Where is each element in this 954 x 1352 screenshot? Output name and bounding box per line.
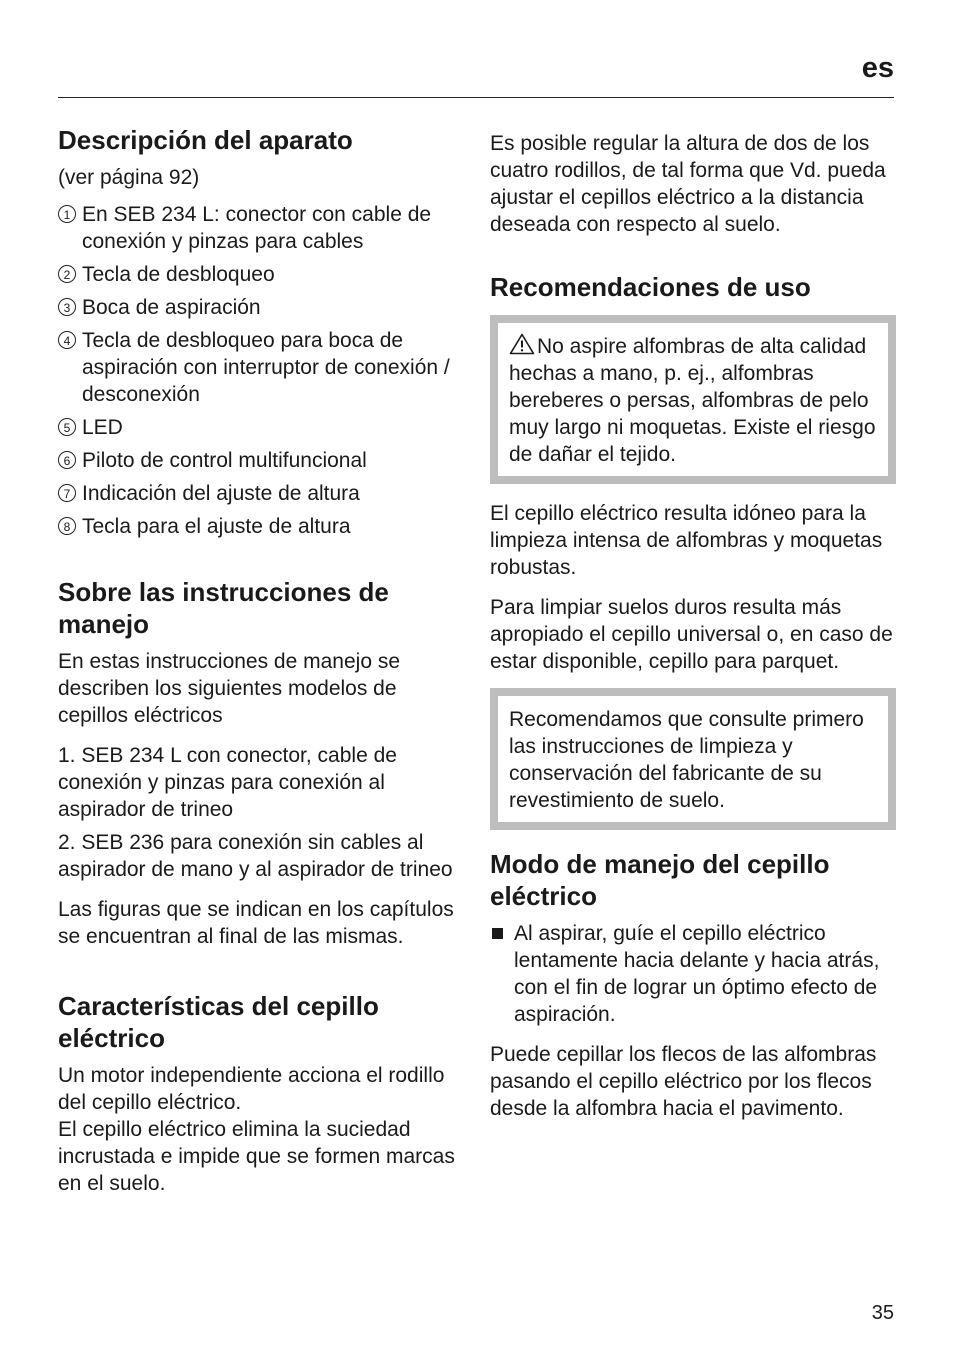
- list-item-text: Tecla de desbloqueo: [82, 263, 275, 286]
- list-item-text: En SEB 234 L: conector con cable de conexión y pinzas para cables: [82, 203, 432, 253]
- section-recommendations: [490, 271, 896, 830]
- circled-number-icon: 4: [58, 331, 76, 349]
- section-title: Características del cepillo eléctrico: [58, 991, 379, 1053]
- note-text: Recomendamos que consulte primero las instrucciones de limpieza y conservación del fabricante de su revestimiento de suelo.: [509, 708, 864, 812]
- section-features: [58, 990, 466, 1197]
- list-item: [58, 294, 466, 321]
- paragraph-line: El cepillo eléctrico elimina la suciedad incrustada e impide que se formen marcas en el suelo.: [58, 1118, 455, 1195]
- circled-number-icon: 2: [58, 265, 76, 283]
- bullet-item: [490, 920, 896, 1028]
- paragraph: Para limpiar suelos duros resulta más apropiado el cepillo universal o, en caso de estar disponible, cepillo para parquet.: [490, 596, 893, 673]
- circled-number-icon: 7: [58, 484, 76, 502]
- page-reference: (ver página 92): [58, 166, 200, 189]
- paragraph: Puede cepillar los flecos de las alfombras pasando el cepillo eléctrico por los flecos desde la alfombra hacia el pavimento.: [490, 1043, 877, 1120]
- paragraph: 2. SEB 236 para conexión sin cables al aspirador de mano y al aspirador de trineo: [58, 831, 453, 881]
- list-item-text: Tecla para el ajuste de altura: [82, 515, 351, 538]
- section-operation: [490, 848, 896, 1122]
- page-number: 35: [871, 1302, 894, 1324]
- paragraph-line: Un motor independiente acciona el rodillo del cepillo eléctrico.: [58, 1064, 445, 1114]
- section-title: Modo de manejo del cepillo eléctrico: [490, 849, 830, 911]
- list-item: [58, 480, 466, 507]
- right-column: [490, 130, 896, 1135]
- circled-number-icon: 1: [58, 205, 76, 223]
- paragraph: Las figuras que se indican en los capítulos se encuentran al final de las mismas.: [58, 898, 454, 948]
- warning-triangle-icon: [509, 333, 535, 355]
- paragraph: El cepillo eléctrico resulta idóneo para la limpieza intensa de alfombras y moquetas robustas.: [490, 502, 883, 579]
- warning-box: [490, 315, 896, 484]
- list-item: [58, 327, 466, 408]
- circled-number-icon: 6: [58, 451, 76, 469]
- circled-number-icon: 8: [58, 517, 76, 535]
- section-title: Descripción del aparato: [58, 125, 353, 155]
- list-item: [58, 447, 466, 474]
- note-box: [490, 688, 896, 830]
- parts-list: [58, 201, 466, 540]
- list-item-text: Piloto de control multifuncional: [82, 449, 367, 472]
- list-item: [58, 261, 466, 288]
- list-item-text: Indicación del ajuste de altura: [82, 482, 360, 505]
- list-item: [58, 513, 466, 540]
- list-item: [58, 201, 466, 255]
- warning-text: No aspire alfombras de alta calidad hechas a mano, p. ej., alfombras bereberes o persas, alfombras de pelo muy largo ni moquetas. Existe el riesgo de dañar el tejido.: [509, 335, 876, 466]
- paragraph: 1. SEB 234 L con conector, cable de conexión y pinzas para conexión al aspirador de trineo: [58, 744, 397, 821]
- circled-number-icon: 3: [58, 298, 76, 316]
- language-label: es: [861, 52, 894, 84]
- paragraph: Es posible regular la altura de dos de los cuatro rodillos, de tal forma que Vd. pueda ajustar el cepillos eléctrico a la distancia deseada con respecto al suelo.: [490, 132, 886, 236]
- paragraph: [58, 1062, 466, 1197]
- header-rule: [58, 97, 894, 98]
- bullet-text: Al aspirar, guíe el cepillo eléctrico lentamente hacia delante y hacia atrás, con el fin de lograr un óptimo efecto de aspiración.: [514, 922, 880, 1026]
- section-description: [58, 124, 466, 540]
- left-column: [58, 124, 466, 1210]
- section-title: Sobre las instrucciones de manejo: [58, 577, 389, 639]
- section-about-instructions: [58, 576, 466, 950]
- list-item-text: Tecla de desbloqueo para boca de aspiración con interruptor de conexión / desconexión: [82, 329, 450, 406]
- list-item-text: Boca de aspiración: [82, 296, 261, 319]
- square-bullet-icon: [492, 928, 503, 939]
- paragraph: En estas instrucciones de manejo se describen los siguientes modelos de cepillos eléctricos: [58, 650, 401, 727]
- list-item-text: LED: [82, 416, 123, 439]
- section-title: Recomendaciones de uso: [490, 272, 811, 302]
- list-item: [58, 414, 466, 441]
- circled-number-icon: 5: [58, 418, 76, 436]
